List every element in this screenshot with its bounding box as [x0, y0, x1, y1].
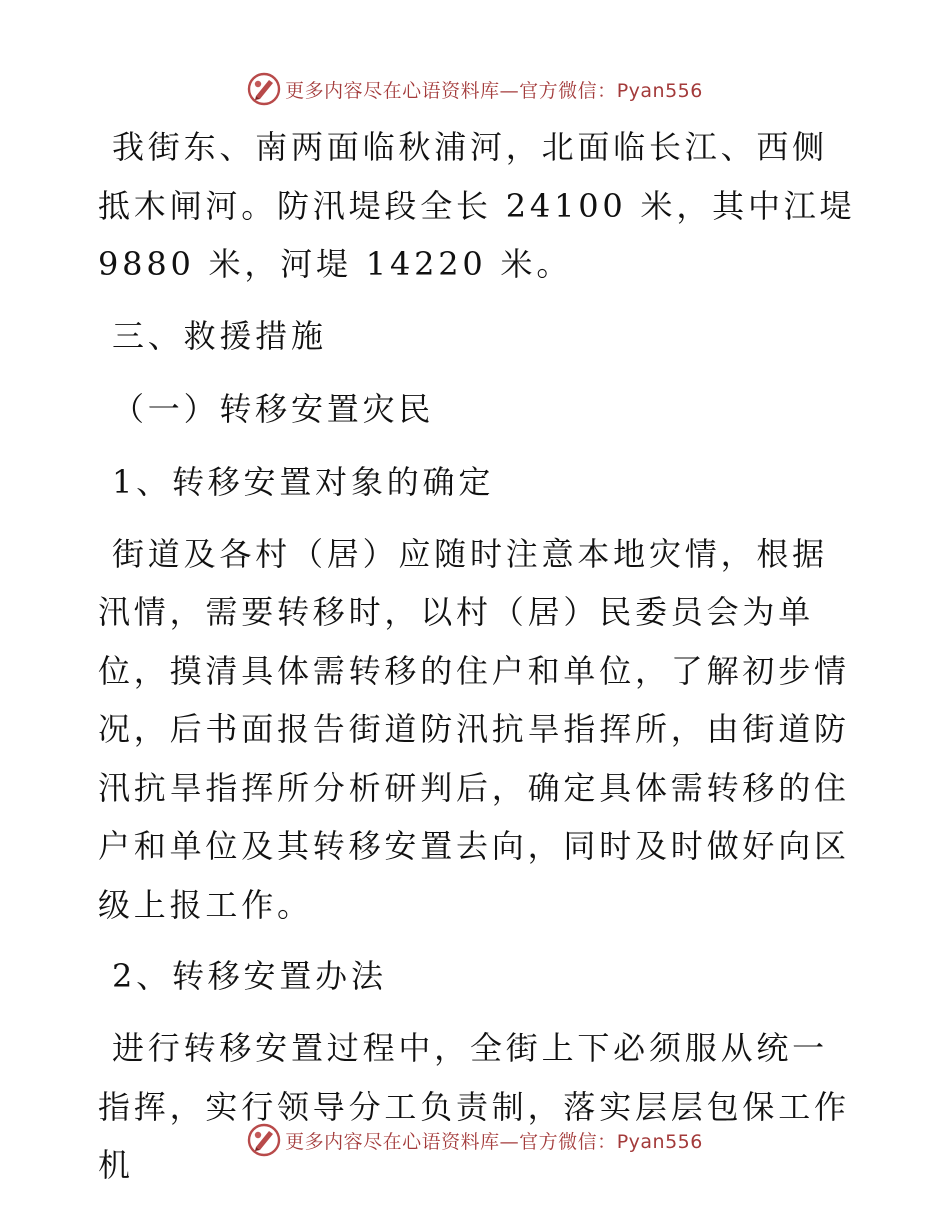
pen-logo-icon	[247, 72, 281, 106]
footer-watermark	[0, 1122, 950, 1158]
item-heading-relocation-methods: 2、转移安置办法	[98, 957, 387, 995]
header-watermark-separator: —	[499, 79, 520, 102]
subsection-heading-relocation: （一）转移安置灾民	[98, 389, 435, 428]
header-wechat-label: 官方微信：	[519, 79, 617, 102]
header-wechat-id: Pyan556	[616, 79, 703, 102]
paragraph-river-overview: 我街东、南两面临秋浦河，北面临长江、西侧抵木闸河。防汛堤段全长 24100 米，其中江堤 9880 米，河堤 14220 米。	[98, 128, 870, 283]
footer-watermark-main: 更多内容尽在心语资料库	[285, 1130, 500, 1153]
paragraph-relocation-targets: 街道及各村（居）应随时注意本地灾情，根据汛情，需要转移时，以村（居）民委员会为单位，摸清具体需转移的住户和单位，了解初步情况，后书面报告街道防汛抗旱指挥所，由街道防汛抗旱指挥所分析研判后，确定具体需转移的住户和单位及其转移安置去向，同时及时做好向区级上报工作。	[98, 534, 850, 924]
footer-wechat-label: 官方微信：	[519, 1130, 617, 1153]
header-watermark-main: 更多内容尽在心语资料库	[285, 79, 500, 102]
paragraph-relocation-methods: 进行转移安置过程中，全街上下必须服从统一指挥，实行领导分工负责制，落实层层包保工作机	[98, 1029, 850, 1184]
footer-watermark-text	[285, 1127, 703, 1154]
pen-logo-icon	[247, 1123, 281, 1157]
header-watermark-text	[285, 76, 703, 103]
footer-watermark-separator: —	[499, 1130, 520, 1153]
item-heading-relocation-targets: 1、转移安置对象的确定	[98, 462, 495, 501]
header-watermark	[0, 71, 950, 107]
footer-wechat-id: Pyan556	[616, 1130, 703, 1153]
document-body	[98, 118, 870, 1195]
section-heading-rescue-measures: 三、救援措施	[98, 316, 327, 355]
